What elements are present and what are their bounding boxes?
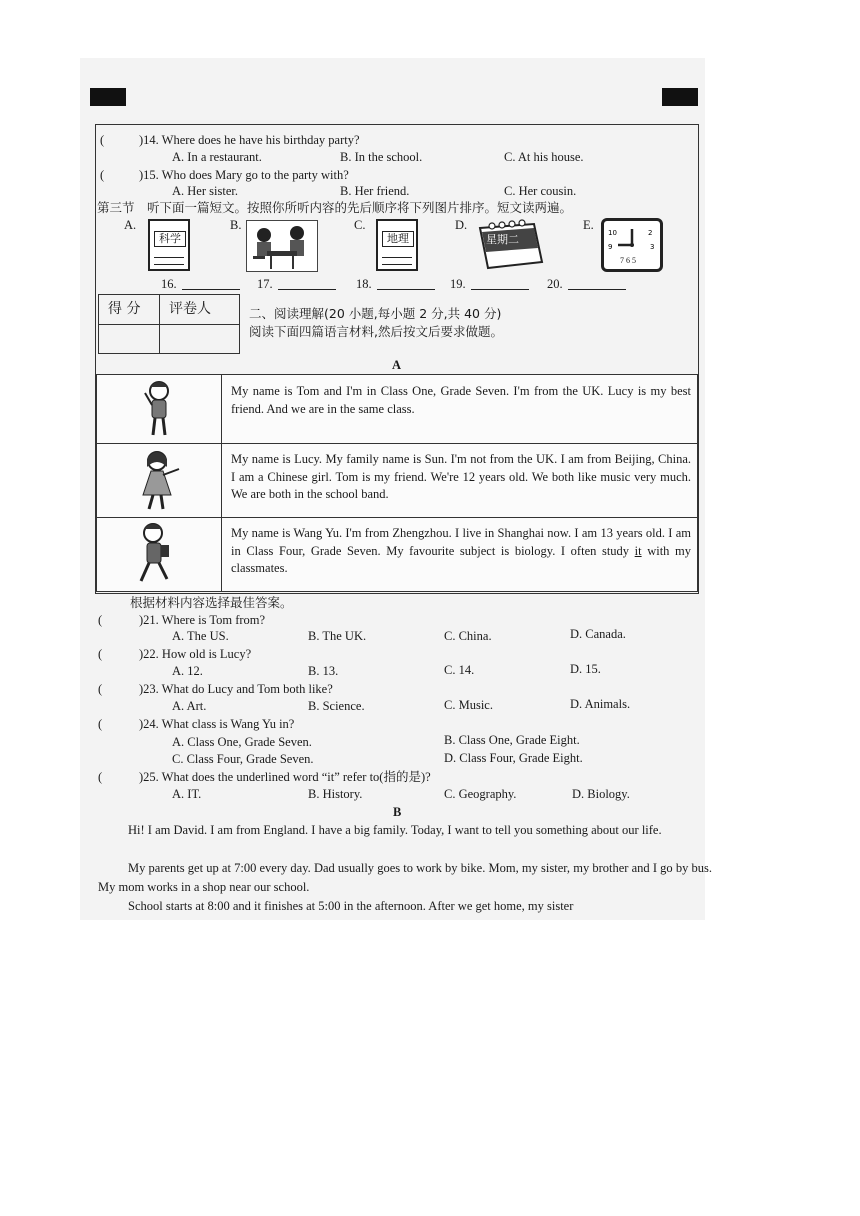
blank-20-label: 20. [547, 277, 563, 291]
geography-book-icon [376, 219, 418, 271]
blank-17-label: 17. [257, 277, 273, 291]
q22-option-c: C. 14. [444, 663, 475, 677]
score-label: 得 分 [108, 301, 141, 317]
q15-option-b: B. Her friend. [340, 184, 410, 198]
q25-option-d: D. Biology. [572, 787, 630, 801]
q24-option-b: B. Class One, Grade Eight. [444, 733, 580, 747]
passage-a-heading: A [392, 358, 402, 372]
tom-cartoon-icon [97, 375, 222, 443]
section-3-instruction: 第三节 听下面一篇短文。按照你所听内容的先后顺序将下列图片排序。短文读两遍。 [97, 200, 573, 215]
wang-yu-cartoon-icon [97, 517, 222, 591]
picture-label-b: B. [230, 218, 242, 232]
wangyu-text-part1: My name is Wang Yu. I'm from Zhengzhou. I live in Shanghai now. I am 13 years old. I am in Class Four, Grade Seven. My favourite subject is biology. I often study [231, 526, 691, 558]
passage-a-wangyu-text: My name is Wang Yu. I'm from Zhengzhou. I live in Shanghai now. I am 13 years old. I am in Class Four, Grade Seven. My favourite subject is biology. I often study it with my classmates. [231, 526, 691, 575]
picture-label-a: A. [124, 218, 137, 232]
calendar-day-label: 星期二 [486, 233, 519, 246]
blank-18-label: 18. [356, 277, 372, 291]
question-25: )25. What does the underlined word “it” refer to(指的是)? [139, 770, 431, 784]
picture-label-c: C. [354, 218, 366, 232]
geography-book-label: 地理 [382, 231, 414, 247]
q25-option-b: B. History. [308, 787, 363, 801]
clock-numbers: 7 6 5 [620, 256, 636, 265]
q21-option-a: A. The US. [172, 629, 229, 643]
q14-option-c: C. At his house. [504, 150, 584, 164]
answer-paren: ( [100, 133, 105, 147]
registration-mark-left [90, 88, 126, 106]
clock-icon [601, 218, 663, 272]
q22-option-b: B. 13. [308, 664, 339, 678]
science-book-icon [148, 219, 190, 271]
blank-19[interactable] [471, 277, 529, 290]
q23-option-d: D. Animals. [570, 697, 631, 711]
part-2-title: 二、阅读理解(20 小题,每小题 2 分,共 40 分) [249, 306, 502, 321]
science-book-label: 科学 [154, 231, 186, 247]
q24-option-a: A. Class One, Grade Seven. [172, 735, 312, 749]
q14-option-b: B. In the school. [340, 150, 423, 164]
underlined-it: it [634, 543, 642, 558]
q24-option-d: D. Class Four, Grade Eight. [444, 751, 583, 765]
passage-a-tom-text: My name is Tom and I'm in Class One, Grade Seven. I'm from the UK. Lucy is my best friend. And we are in the same class. [231, 384, 691, 416]
q15-option-a: A. Her sister. [172, 184, 238, 198]
blank-20[interactable] [568, 277, 626, 290]
passage-a-lucy-text: My name is Lucy. My family name is Sun. I'm not from the UK. I am from Beijing, China. I am a Chinese girl. Tom is my friend. We're 12 years old. We both like music very much. We are both in the school band. [231, 452, 691, 501]
registration-mark-right [662, 88, 698, 106]
question-22: )22. How old is Lucy? [139, 647, 252, 661]
table-row [97, 443, 697, 518]
svg-text:9: 9 [608, 243, 613, 251]
q14-option-a: A. In a restaurant. [172, 150, 262, 164]
calendar-icon [476, 218, 544, 272]
q23-option-a: A. Art. [172, 699, 207, 713]
answer-paren: ( [98, 682, 103, 696]
passage-b-paragraph-1: Hi! I am David. I am from England. I have a big family. Today, I want to tell you something about our life. [128, 823, 662, 837]
svg-text:3: 3 [650, 243, 655, 251]
svg-text:2: 2 [648, 229, 653, 237]
part-2-instruction: 阅读下面四篇语言材料,然后按文后要求做题。 [249, 324, 503, 339]
lucy-cartoon-icon [97, 443, 222, 517]
q25-option-c: C. Geography. [444, 787, 517, 801]
question-24: )24. What class is Wang Yu in? [139, 717, 295, 731]
table-row [97, 375, 697, 444]
blank-18[interactable] [377, 277, 435, 290]
q21-option-d: D. Canada. [570, 627, 626, 641]
q22-option-d: D. 15. [570, 662, 601, 676]
blank-19-label: 19. [450, 277, 466, 291]
grader-label: 评卷人 [169, 301, 211, 317]
question-21: )21. Where is Tom from? [139, 613, 266, 627]
q15-option-c: C. Her cousin. [504, 184, 577, 198]
passage-b-heading: B [393, 805, 402, 819]
blank-17[interactable] [278, 277, 336, 290]
q23-option-c: C. Music. [444, 698, 493, 712]
picture-label-d: D. [455, 218, 468, 232]
blank-16-label: 16. [161, 277, 177, 291]
answer-paren: ( [98, 717, 103, 731]
passage-a-table [96, 374, 698, 592]
question-14: )14. Where does he have his birthday party? [139, 133, 360, 147]
passage-b-paragraph-2: My parents get up at 7:00 every day. Dad usually goes to work by bike. Mom, my sister, my brother and I go by bus. My mom works in a shop near our school. [98, 861, 712, 894]
q21-option-b: B. The UK. [308, 629, 367, 643]
passage-b-paragraph-3: School starts at 8:00 and it finishes at 5:00 in the afternoon. After we get home, my sister [128, 899, 574, 913]
answer-paren: ( [98, 647, 103, 661]
q25-option-a: A. IT. [172, 787, 202, 801]
q24-option-c: C. Class Four, Grade Seven. [172, 752, 314, 766]
svg-text:10: 10 [608, 229, 617, 237]
passage-a-instruction: 根据材料内容选择最佳答案。 [130, 595, 293, 610]
score-box [98, 294, 240, 354]
answer-paren: ( [98, 613, 103, 627]
answer-paren: ( [100, 168, 105, 182]
q22-option-a: A. 12. [172, 664, 203, 678]
students-at-desk-icon [246, 220, 318, 272]
picture-label-e: E. [583, 218, 594, 232]
question-23: )23. What do Lucy and Tom both like? [139, 682, 333, 696]
q21-option-c: C. China. [444, 629, 492, 643]
table-row [97, 517, 697, 591]
question-15: )15. Who does Mary go to the party with? [139, 168, 349, 182]
answer-paren: ( [98, 770, 103, 784]
q23-option-b: B. Science. [308, 699, 365, 713]
blank-16[interactable] [182, 277, 240, 290]
